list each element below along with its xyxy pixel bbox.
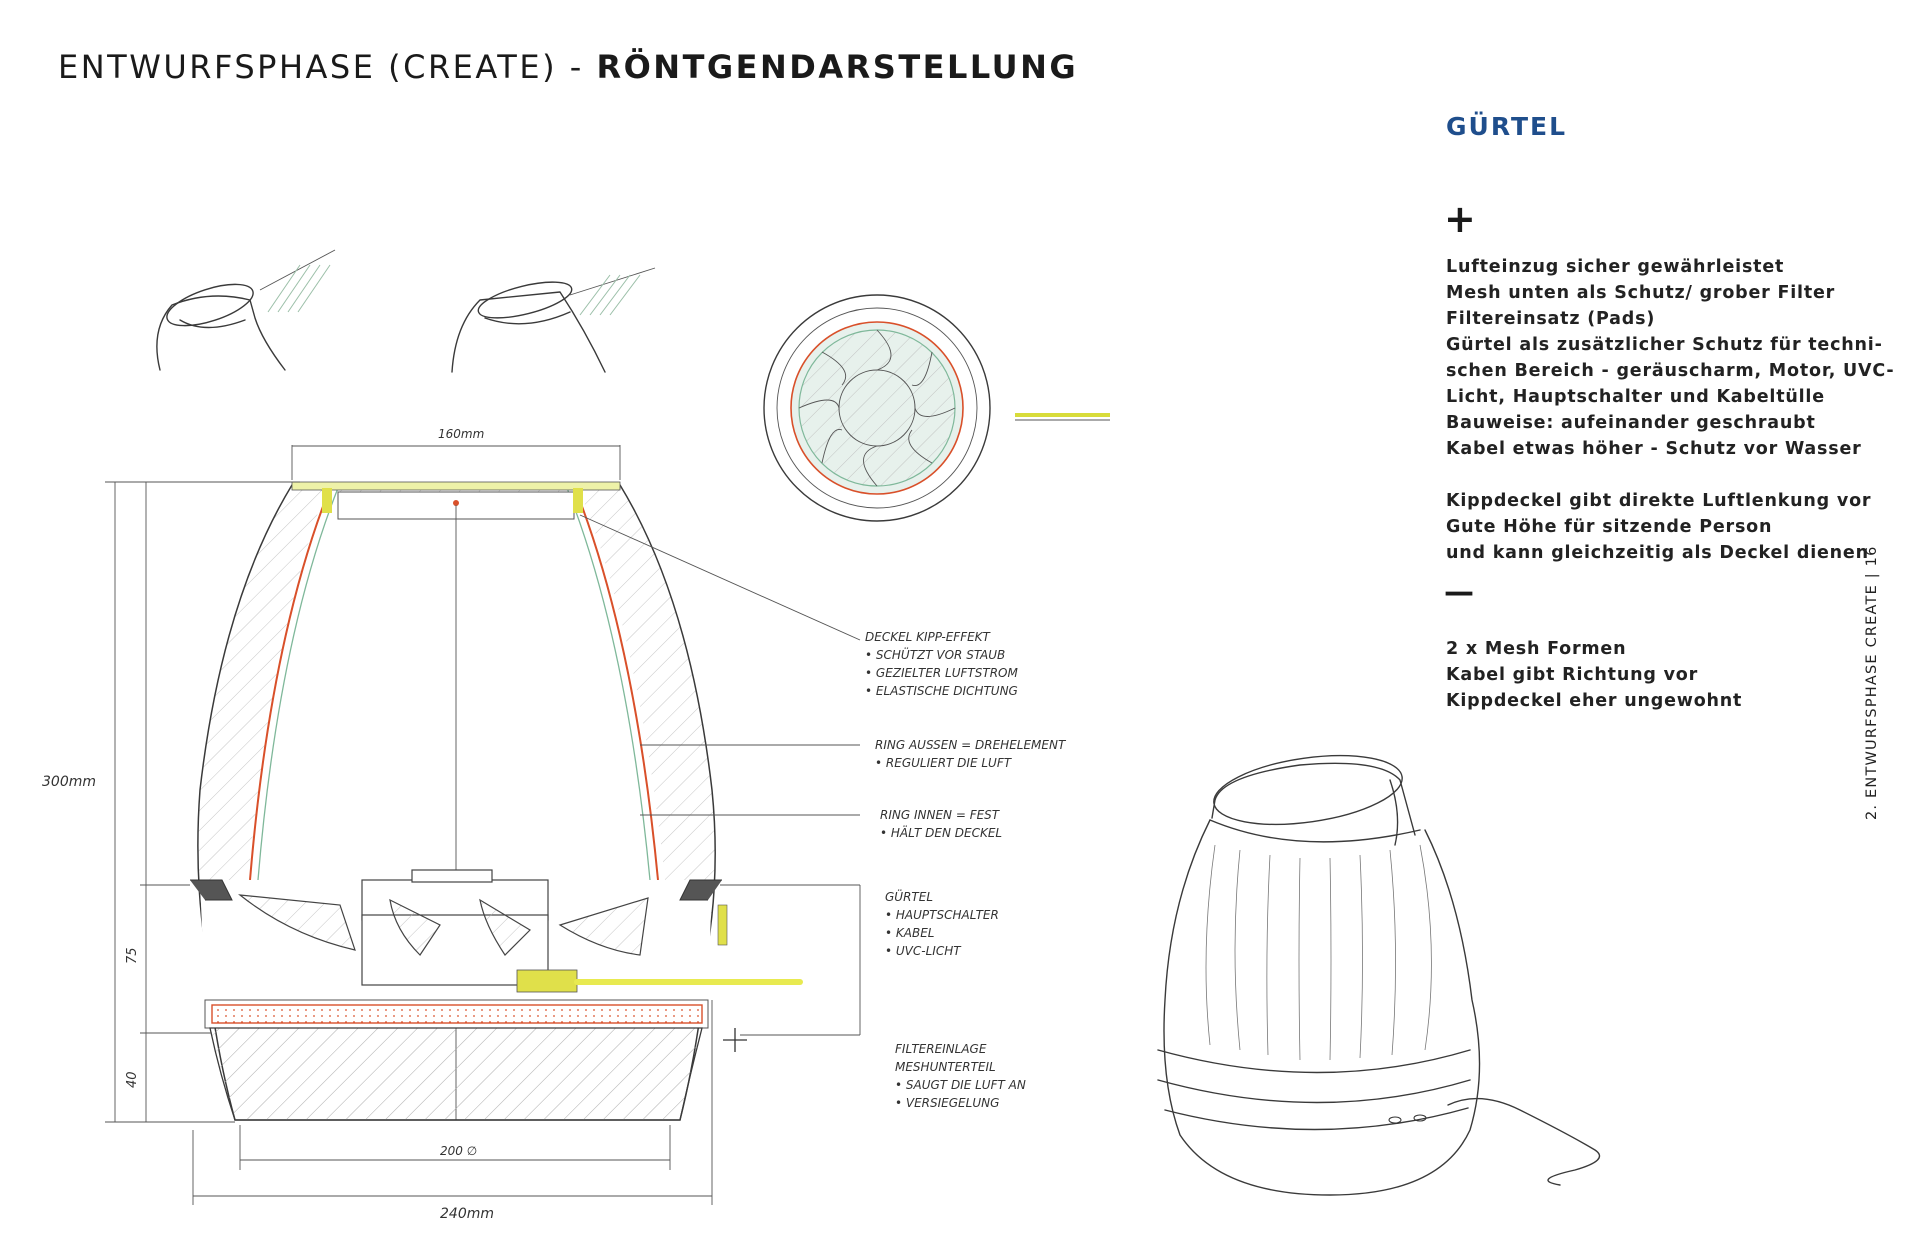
note-line: • KABEL <box>885 926 935 940</box>
note-inner-ring <box>880 806 1002 842</box>
pros-item: Licht, Hauptschalter und Kabeltülle <box>1446 387 1825 407</box>
dim-top-label: 160mm <box>438 427 485 441</box>
lid-sketch-2 <box>452 268 655 372</box>
top-view-sketch <box>764 295 1110 521</box>
dim-40-label: 40 <box>125 1071 140 1088</box>
pros-item: Lufteinzug sicher gewährleistet <box>1446 257 1785 277</box>
cons-item: 2 x Mesh Formen <box>1446 639 1627 659</box>
note-line: • REGULIERT DIE LUFT <box>875 756 1012 770</box>
pros-item: Gute Höhe für sitzende Person <box>1446 517 1773 537</box>
cons-item: Kippdeckel eher ungewohnt <box>1446 691 1743 711</box>
pros-item: Filtereinsatz (Pads) <box>1446 309 1656 329</box>
note-head: DECKEL KIPP-EFFEKT <box>865 630 990 644</box>
lid-sketch-1 <box>157 250 335 370</box>
note-lid <box>865 628 1018 700</box>
pros-item: Kippdeckel gibt direkte Luftlenkung vor <box>1446 491 1872 511</box>
pros-item: und kann gleichzeitig als Deckel dienen <box>1446 543 1869 563</box>
pros-item: Gürtel als zusätzlicher Schutz für techni- <box>1446 335 1883 355</box>
dim-inner-label: 200 ∅ <box>440 1144 478 1158</box>
cons-minus-sign: — <box>1444 575 1474 610</box>
note-line: • HAUPTSCHALTER <box>885 908 999 922</box>
section-heading: GÜRTEL <box>1446 112 1568 141</box>
pros-plus-sign: + <box>1444 197 1476 241</box>
note-belt <box>885 888 999 960</box>
dim-height-label: 300mm <box>42 774 96 790</box>
note-line: • ELASTISCHE DICHTUNG <box>865 684 1018 698</box>
note-line: • GEZIELTER LUFTSTROM <box>865 666 1018 680</box>
note-line: • VERSIEGELUNG <box>895 1096 1000 1110</box>
note-head: RING AUSSEN = DREHELEMENT <box>875 738 1066 752</box>
side-page-label: 2. ENTWURFSPHASE CREATE | 16 <box>1864 545 1880 820</box>
page-title-prefix: ENTWURFSPHASE (CREATE) - <box>58 48 597 86</box>
note-outer-ring <box>875 736 1065 772</box>
note-line: MESHUNTERTEIL <box>895 1060 996 1074</box>
note-head: GÜRTEL <box>885 890 934 904</box>
cons-item: Kabel gibt Richtung vor <box>1446 665 1699 685</box>
note-filter <box>895 1040 1026 1112</box>
note-line: • UVC-LICHT <box>885 944 961 958</box>
dim-75-label: 75 <box>125 947 140 964</box>
pros-item: schen Bereich - geräuscharm, Motor, UVC- <box>1446 361 1895 381</box>
page-title-emphasis: RÖNTGENDARSTELLUNG <box>596 48 1079 86</box>
pros-item: Bauweise: aufeinander geschraubt <box>1446 413 1816 433</box>
perspective-sketch <box>1158 745 1600 1195</box>
pros-item: Mesh unten als Schutz/ grober Filter <box>1446 283 1836 303</box>
dim-bottom-label: 240mm <box>440 1206 494 1222</box>
note-line: • SCHÜTZT VOR STAUB <box>865 648 1006 662</box>
cross-section-sketch <box>190 482 800 1120</box>
note-line: • HÄLT DEN DECKEL <box>880 826 1003 840</box>
pros-item: Kabel etwas höher - Schutz vor Wasser <box>1446 439 1862 459</box>
note-head: RING INNEN = FEST <box>880 808 1000 822</box>
note-line: • SAUGT DIE LUFT AN <box>895 1078 1026 1092</box>
note-head: FILTEREINLAGE <box>895 1042 987 1056</box>
